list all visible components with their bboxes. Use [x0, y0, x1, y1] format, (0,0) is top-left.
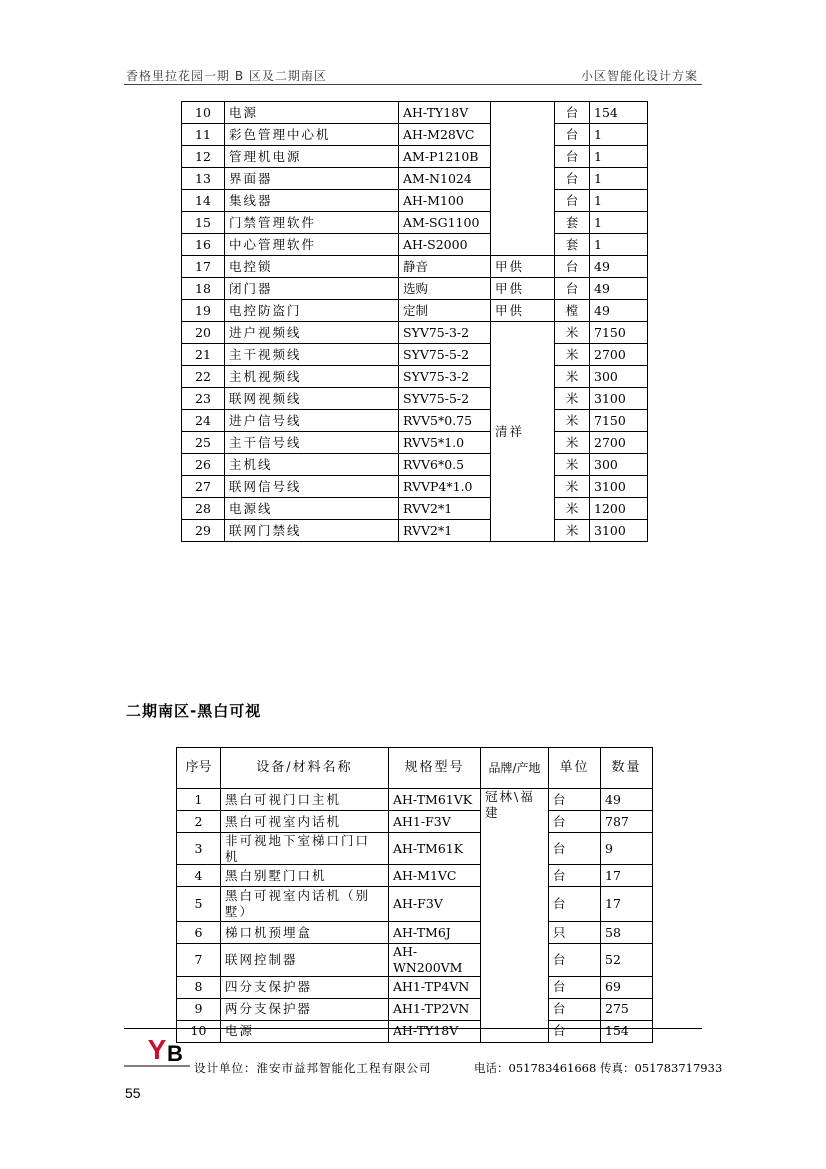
cell-name: 联网信号线 — [225, 476, 399, 498]
table-row — [177, 976, 653, 998]
header-cell-unit: 单位 — [549, 748, 601, 789]
cell-unit: 米 — [555, 498, 590, 520]
cell-qty: 1 — [590, 212, 648, 234]
cell-unit: 米 — [555, 454, 590, 476]
cell-name: 电控锁 — [225, 256, 399, 278]
cell-qty: 275 — [601, 998, 653, 1020]
cell-model: AH-M28VC — [399, 124, 491, 146]
cell-model: AH-TM61K — [389, 833, 481, 865]
cell-unit: 台 — [555, 102, 590, 124]
cell-no: 23 — [182, 388, 225, 410]
table-row — [182, 102, 648, 124]
cell-no: 14 — [182, 190, 225, 212]
page-number: 55 — [125, 1085, 141, 1101]
cell-qty: 300 — [590, 366, 648, 388]
table-row — [182, 146, 648, 168]
cell-unit: 台 — [555, 168, 590, 190]
cell-no: 13 — [182, 168, 225, 190]
table-row — [182, 520, 648, 542]
header-cell-name: 设备/材料名称 — [221, 748, 389, 789]
table-row — [182, 124, 648, 146]
cell-qty: 69 — [601, 976, 653, 998]
cell-model: 选购 — [399, 278, 491, 300]
cell-model: AH-M100 — [399, 190, 491, 212]
table-header-row — [177, 748, 653, 789]
cell-model: SYV75-5-2 — [399, 388, 491, 410]
cell-unit: 米 — [555, 344, 590, 366]
cell-qty: 1 — [590, 190, 648, 212]
cell-model: RVV2*1 — [399, 520, 491, 542]
cell-no: 24 — [182, 410, 225, 432]
table-row — [182, 256, 648, 278]
cell-model: AH-F3V — [389, 887, 481, 922]
table-row — [177, 811, 653, 833]
header-cell-brand: 品牌/产地 — [481, 748, 549, 789]
cell-model: AH-TM61VK — [389, 789, 481, 811]
cell-model: SYV75-3-2 — [399, 366, 491, 388]
cell-model: AH1-TP4VN — [389, 976, 481, 998]
cell-name: 电控防盗门 — [225, 300, 399, 322]
cell-model: RVV5*1.0 — [399, 432, 491, 454]
cell-qty: 2700 — [590, 432, 648, 454]
cell-qty: 17 — [601, 865, 653, 887]
cell-qty: 49 — [601, 789, 653, 811]
cell-name: 进户视频线 — [225, 322, 399, 344]
cell-no: 7 — [177, 944, 221, 976]
company-logo — [124, 1033, 190, 1069]
header-cell-no: 序号 — [177, 748, 221, 789]
footer-contact: 电话：051783461668 传真：051783717933 — [474, 1061, 723, 1075]
table-row — [177, 922, 653, 944]
cell-unit: 台 — [555, 146, 590, 168]
cell-unit: 台 — [549, 865, 601, 887]
cell-no: 6 — [177, 922, 221, 944]
cell-name: 主干视频线 — [225, 344, 399, 366]
cell-qty: 154 — [590, 102, 648, 124]
cell-no: 10 — [182, 102, 225, 124]
table-row — [177, 789, 653, 811]
cell-name: 梯口机预埋盒 — [221, 922, 389, 944]
cell-name: 彩色管理中心机 — [225, 124, 399, 146]
cell-unit: 台 — [555, 190, 590, 212]
cell-no: 2 — [177, 811, 221, 833]
cell-qty: 1200 — [590, 498, 648, 520]
table-row — [182, 344, 648, 366]
cell-name: 门禁管理软件 — [225, 212, 399, 234]
cell-unit: 台 — [555, 278, 590, 300]
table-row — [182, 432, 648, 454]
table-row — [177, 1020, 653, 1042]
cell-name: 黑白可视门口主机 — [221, 789, 389, 811]
cell-name: 电源 — [221, 1020, 389, 1042]
cell-qty: 49 — [590, 300, 648, 322]
cell-unit: 台 — [549, 789, 601, 811]
cell-name: 进户信号线 — [225, 410, 399, 432]
table-row — [182, 476, 648, 498]
header-divider — [124, 84, 702, 85]
cell-model: RVV2*1 — [399, 498, 491, 520]
cell-unit: 台 — [549, 833, 601, 865]
cell-qty: 300 — [590, 454, 648, 476]
cell-unit: 米 — [555, 410, 590, 432]
cell-name: 主机视频线 — [225, 366, 399, 388]
table-row — [182, 278, 648, 300]
cell-model: 静音 — [399, 256, 491, 278]
cell-name: 集线器 — [225, 190, 399, 212]
cell-name: 黑白可视室内话机（别墅） — [221, 887, 389, 922]
cell-brand-merged: 清祥 — [491, 322, 555, 542]
cell-unit: 樘 — [555, 300, 590, 322]
cell-unit: 只 — [549, 922, 601, 944]
cell-no: 15 — [182, 212, 225, 234]
cell-model: AH-WN200VM — [389, 944, 481, 976]
cell-qty: 1 — [590, 124, 648, 146]
cell-model: RVV5*0.75 — [399, 410, 491, 432]
cell-no: 17 — [182, 256, 225, 278]
cell-brand: 甲供 — [491, 278, 555, 300]
cell-no: 26 — [182, 454, 225, 476]
bw-video-intercom-table — [176, 747, 653, 1043]
cell-qty: 1 — [590, 234, 648, 256]
cell-model: AH-TY18V — [399, 102, 491, 124]
cell-name: 电源 — [225, 102, 399, 124]
cell-qty: 2700 — [590, 344, 648, 366]
cell-qty: 1 — [590, 146, 648, 168]
cell-model: AM-N1024 — [399, 168, 491, 190]
footer-divider — [124, 1028, 702, 1029]
cell-qty: 58 — [601, 922, 653, 944]
cell-model: SYV75-3-2 — [399, 322, 491, 344]
cell-qty: 49 — [590, 278, 648, 300]
table-row — [182, 168, 648, 190]
cell-no: 16 — [182, 234, 225, 256]
cell-name: 联网控制器 — [221, 944, 389, 976]
cell-no: 11 — [182, 124, 225, 146]
cell-no: 18 — [182, 278, 225, 300]
cell-unit: 台 — [549, 811, 601, 833]
cell-name: 中心管理软件 — [225, 234, 399, 256]
table-row — [182, 212, 648, 234]
cell-unit: 米 — [555, 366, 590, 388]
cell-model: AM-SG1100 — [399, 212, 491, 234]
table-row — [177, 887, 653, 922]
footer-design-unit: 设计单位：淮安市益邦智能化工程有限公司 — [194, 1061, 432, 1075]
cell-qty: 17 — [601, 887, 653, 922]
cell-name: 黑白别墅门口机 — [221, 865, 389, 887]
cell-no: 10 — [177, 1020, 221, 1042]
logo-letter-y: Y — [147, 1034, 167, 1065]
cell-model: AH-TY18V — [389, 1020, 481, 1042]
cell-name: 主干信号线 — [225, 432, 399, 454]
cell-model: SYV75-5-2 — [399, 344, 491, 366]
cell-name: 闭门器 — [225, 278, 399, 300]
table-row — [182, 410, 648, 432]
cell-model: AH-M1VC — [389, 865, 481, 887]
cell-model: AH1-TP2VN — [389, 998, 481, 1020]
table-row — [177, 865, 653, 887]
cell-name: 主机线 — [225, 454, 399, 476]
table-row — [182, 498, 648, 520]
header-project-title: 香格里拉花园一期 B 区及二期南区 — [126, 69, 327, 83]
cell-qty: 49 — [590, 256, 648, 278]
cell-model: RVV6*0.5 — [399, 454, 491, 476]
cell-no: 25 — [182, 432, 225, 454]
cell-unit: 米 — [555, 476, 590, 498]
logo-letter-b: B — [167, 1041, 183, 1066]
cell-no: 8 — [177, 976, 221, 998]
header-document-title: 小区智能化设计方案 — [580, 69, 698, 83]
cell-model: AH-TM6J — [389, 922, 481, 944]
table-row — [177, 833, 653, 865]
cell-brand: 甲供 — [491, 300, 555, 322]
cell-qty: 9 — [601, 833, 653, 865]
cell-no: 4 — [177, 865, 221, 887]
cell-unit: 台 — [555, 124, 590, 146]
table-row — [182, 454, 648, 476]
cell-unit: 米 — [555, 432, 590, 454]
cell-no: 3 — [177, 833, 221, 865]
cell-no: 27 — [182, 476, 225, 498]
cell-no: 5 — [177, 887, 221, 922]
header-cell-model: 规格型号 — [389, 748, 481, 789]
cell-unit: 台 — [549, 944, 601, 976]
cell-brand-merged: 冠林\福建 — [481, 789, 549, 1043]
cell-unit: 套 — [555, 234, 590, 256]
cell-model: RVVP4*1.0 — [399, 476, 491, 498]
cell-unit: 米 — [555, 520, 590, 542]
cell-name: 联网门禁线 — [225, 520, 399, 542]
cell-name: 黑白可视室内话机 — [221, 811, 389, 833]
cell-qty: 3100 — [590, 476, 648, 498]
cell-model: AM-P1210B — [399, 146, 491, 168]
cell-unit: 台 — [549, 998, 601, 1020]
cell-name: 界面器 — [225, 168, 399, 190]
cell-no: 1 — [177, 789, 221, 811]
cell-name: 管理机电源 — [225, 146, 399, 168]
table-row — [177, 998, 653, 1020]
cell-unit: 台 — [549, 887, 601, 922]
cell-qty: 7150 — [590, 322, 648, 344]
cell-no: 19 — [182, 300, 225, 322]
cell-qty: 1 — [590, 168, 648, 190]
table-row — [177, 944, 653, 976]
cell-name: 联网视频线 — [225, 388, 399, 410]
table-row — [182, 234, 648, 256]
cell-no: 28 — [182, 498, 225, 520]
cell-name: 四分支保护器 — [221, 976, 389, 998]
table-row — [182, 190, 648, 212]
cell-no: 12 — [182, 146, 225, 168]
cell-model: AH1-F3V — [389, 811, 481, 833]
cell-no: 20 — [182, 322, 225, 344]
table-row — [182, 388, 648, 410]
table-row — [182, 300, 648, 322]
equipment-table-continued — [181, 101, 648, 542]
cell-no: 9 — [177, 998, 221, 1020]
cell-name: 电源线 — [225, 498, 399, 520]
section-title: 二期南区-黑白可视 — [126, 702, 262, 720]
cell-unit: 米 — [555, 322, 590, 344]
cell-unit: 米 — [555, 388, 590, 410]
table-row — [182, 366, 648, 388]
cell-brand-empty — [491, 102, 555, 256]
cell-model: 定制 — [399, 300, 491, 322]
cell-qty: 154 — [601, 1020, 653, 1042]
cell-unit: 套 — [555, 212, 590, 234]
cell-qty: 787 — [601, 811, 653, 833]
cell-model: AH-S2000 — [399, 234, 491, 256]
cell-qty: 52 — [601, 944, 653, 976]
cell-qty: 3100 — [590, 388, 648, 410]
table-row — [182, 322, 648, 344]
header-cell-qty: 数量 — [601, 748, 653, 789]
cell-no: 21 — [182, 344, 225, 366]
cell-no: 22 — [182, 366, 225, 388]
cell-brand: 甲供 — [491, 256, 555, 278]
cell-unit: 台 — [549, 976, 601, 998]
cell-name: 非可视地下室梯口门口机 — [221, 833, 389, 865]
cell-name: 两分支保护器 — [221, 998, 389, 1020]
cell-qty: 7150 — [590, 410, 648, 432]
cell-unit: 台 — [549, 1020, 601, 1042]
cell-no: 29 — [182, 520, 225, 542]
cell-qty: 3100 — [590, 520, 648, 542]
cell-unit: 台 — [555, 256, 590, 278]
